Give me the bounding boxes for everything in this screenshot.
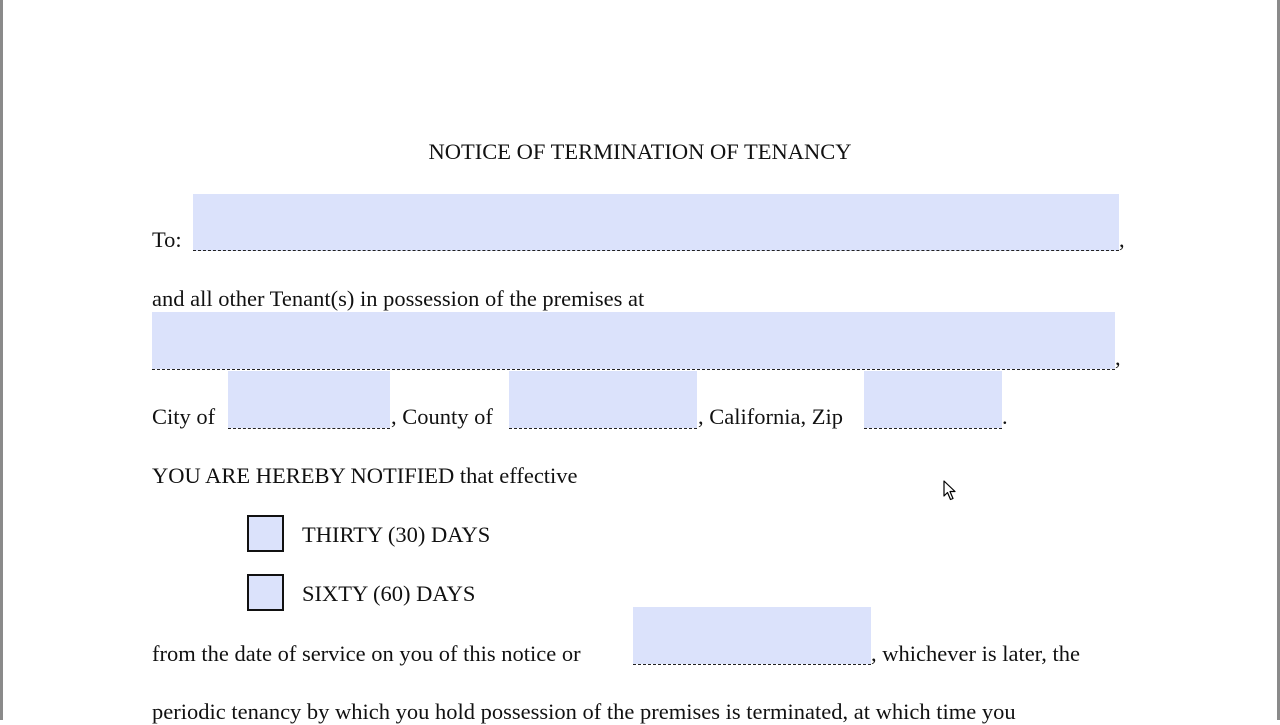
- thirty-days-label: THIRTY (30) DAYS: [302, 522, 491, 547]
- zip-field[interactable]: [864, 371, 1002, 428]
- to-label: To:: [152, 227, 182, 252]
- service-line-end: , whichever is later, the: [871, 641, 1081, 666]
- county-underline: [509, 428, 697, 429]
- mouse-pointer-icon: [943, 480, 957, 501]
- page-border-left: [0, 0, 3, 720]
- california-zip-label: , California, Zip: [698, 404, 843, 429]
- tenant-name-underline: [193, 250, 1119, 251]
- thirty-days-checkbox[interactable]: [247, 515, 284, 552]
- notified-label: YOU ARE HEREBY NOTIFIED that effective: [152, 463, 578, 488]
- premises-label: and all other Tenant(s) in possession of the premises at: [152, 286, 645, 311]
- service-date-underline: [633, 664, 871, 665]
- premises-address-field[interactable]: [152, 312, 1115, 369]
- periodic-tenancy-line: periodic tenancy by which you hold possession of the premises is terminated, at which time you: [152, 699, 1016, 724]
- service-date-field[interactable]: [633, 607, 871, 664]
- zip-period: .: [1002, 404, 1008, 429]
- document-title: NOTICE OF TERMINATION OF TENANCY: [428, 139, 852, 164]
- tenant-name-field[interactable]: [193, 194, 1119, 251]
- county-field[interactable]: [509, 371, 697, 428]
- premises-comma: ,: [1115, 345, 1121, 370]
- city-field[interactable]: [228, 371, 390, 428]
- sixty-days-label: SIXTY (60) DAYS: [302, 581, 476, 606]
- zip-underline: [864, 428, 1002, 429]
- city-label: City of: [152, 404, 216, 429]
- service-line-start: from the date of service on you of this notice or: [152, 641, 581, 666]
- sixty-days-checkbox[interactable]: [247, 574, 284, 611]
- to-comma: ,: [1119, 227, 1125, 252]
- premises-address-underline: [152, 369, 1115, 370]
- city-underline: [228, 428, 390, 429]
- county-label: , County of: [391, 404, 493, 429]
